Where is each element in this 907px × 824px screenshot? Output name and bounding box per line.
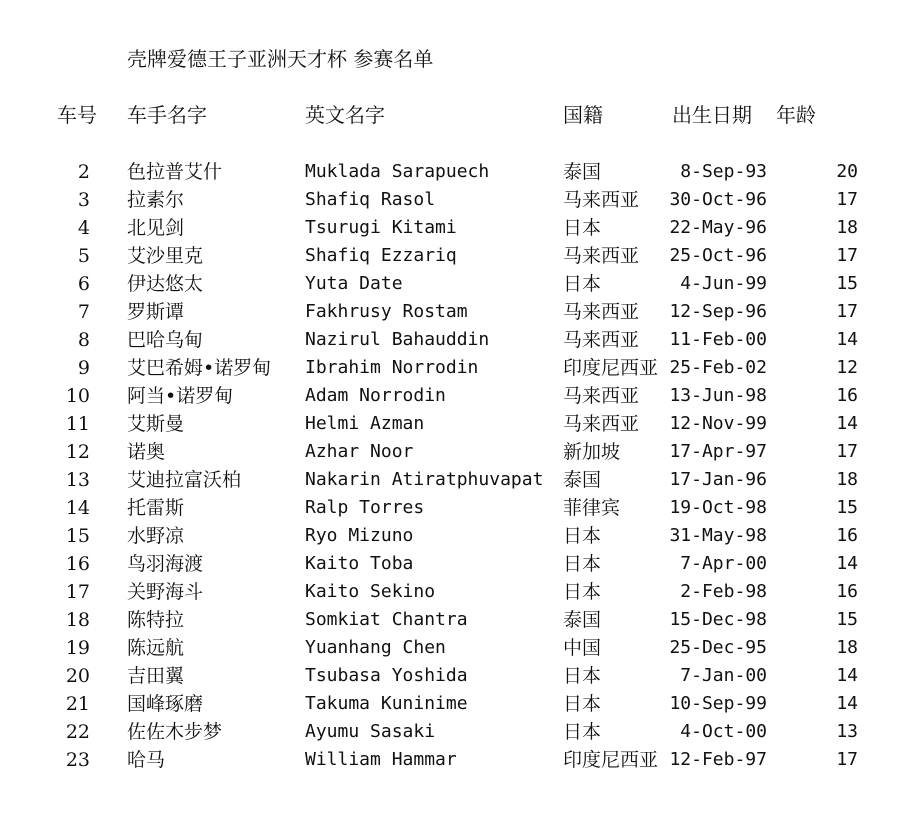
table-row — [0, 410, 907, 438]
age: 18 — [836, 217, 858, 238]
rider-name-en: Ibrahim Norrodin — [305, 357, 479, 378]
nationality: 马来西亚 — [563, 329, 640, 351]
nationality: 日本 — [563, 721, 602, 743]
car-number: 10 — [65, 385, 90, 407]
nationality: 日本 — [563, 581, 602, 603]
rider-name-cn: 哈马 — [127, 749, 166, 771]
rider-name-cn: 吉田翼 — [127, 665, 185, 687]
age: 20 — [836, 161, 858, 182]
table-row — [0, 718, 907, 746]
nationality: 日本 — [563, 665, 602, 687]
rider-name-en: Shafiq Ezzariq — [305, 245, 457, 266]
rider-name-en: Tsurugi Kitami — [305, 217, 457, 238]
car-number: 13 — [65, 469, 90, 491]
header-age: 年龄 — [776, 103, 816, 127]
date-of-birth: 25-Dec-95 — [669, 637, 767, 658]
rider-name-cn: 陈特拉 — [127, 609, 185, 631]
date-of-birth: 4-Oct-00 — [680, 721, 767, 742]
rider-name-en: Somkiat Chantra — [305, 609, 468, 630]
rider-name-en: Helmi Azman — [305, 413, 425, 434]
header-dob: 出生日期 — [672, 103, 752, 127]
car-number: 20 — [65, 665, 90, 687]
table-row — [0, 746, 907, 774]
car-number: 23 — [65, 749, 90, 771]
rider-name-en: Ryo Mizuno — [305, 525, 414, 546]
age: 17 — [836, 441, 858, 462]
header-name-en: 英文名字 — [305, 103, 385, 127]
header-number: 车号 — [57, 103, 97, 127]
date-of-birth: 15-Dec-98 — [669, 609, 767, 630]
car-number: 2 — [77, 161, 90, 183]
table-row — [0, 354, 907, 382]
table-row — [0, 326, 907, 354]
date-of-birth: 13-Jun-98 — [669, 385, 767, 406]
date-of-birth: 12-Nov-99 — [669, 413, 767, 434]
age: 14 — [836, 693, 858, 714]
rider-name-cn: 艾沙里克 — [127, 245, 204, 267]
rider-name-cn: 阿当•诺罗甸 — [127, 385, 234, 407]
date-of-birth: 4-Jun-99 — [680, 273, 767, 294]
table-row — [0, 242, 907, 270]
table-row — [0, 382, 907, 410]
rider-name-en: Azhar Noor — [305, 441, 414, 462]
table-row — [0, 214, 907, 242]
header-name-cn: 车手名字 — [127, 103, 207, 127]
rider-name-en: Fakhrusy Rostam — [305, 301, 468, 322]
date-of-birth: 25-Feb-02 — [669, 357, 767, 378]
rider-name-en: Adam Norrodin — [305, 385, 446, 406]
age: 16 — [836, 385, 858, 406]
table-row — [0, 438, 907, 466]
rider-name-cn: 拉素尔 — [127, 189, 185, 211]
date-of-birth: 7-Jan-00 — [680, 665, 767, 686]
table-row — [0, 494, 907, 522]
rider-name-en: Takuma Kuninime — [305, 693, 468, 714]
rider-name-cn: 艾迪拉富沃柏 — [127, 469, 242, 491]
age: 18 — [836, 637, 858, 658]
age: 14 — [836, 553, 858, 574]
rider-name-cn: 艾巴希姆•诺罗甸 — [127, 357, 272, 379]
car-number: 8 — [77, 329, 90, 351]
date-of-birth: 19-Oct-98 — [669, 497, 767, 518]
date-of-birth: 7-Apr-00 — [680, 553, 767, 574]
table-row — [0, 690, 907, 718]
rider-name-en: William Hammar — [305, 749, 457, 770]
age: 17 — [836, 189, 858, 210]
date-of-birth: 12-Feb-97 — [669, 749, 767, 770]
rider-name-cn: 罗斯谭 — [127, 301, 185, 323]
rider-name-en: Ralp Torres — [305, 497, 425, 518]
car-number: 17 — [65, 581, 90, 603]
nationality: 日本 — [563, 217, 602, 239]
nationality: 马来西亚 — [563, 301, 640, 323]
age: 17 — [836, 245, 858, 266]
date-of-birth: 31-May-98 — [669, 525, 767, 546]
rider-name-en: Yuanhang Chen — [305, 637, 446, 658]
nationality: 马来西亚 — [563, 189, 640, 211]
date-of-birth: 22-May-96 — [669, 217, 767, 238]
table-row — [0, 522, 907, 550]
rider-name-cn: 关野海斗 — [127, 581, 204, 603]
car-number: 11 — [65, 413, 90, 435]
age: 16 — [836, 525, 858, 546]
nationality: 日本 — [563, 525, 602, 547]
nationality: 马来西亚 — [563, 385, 640, 407]
age: 15 — [836, 497, 858, 518]
age: 17 — [836, 301, 858, 322]
age: 17 — [836, 749, 858, 770]
table-row — [0, 466, 907, 494]
nationality: 泰国 — [563, 609, 602, 631]
nationality: 日本 — [563, 693, 602, 715]
nationality: 印度尼西亚 — [563, 357, 659, 379]
rider-name-cn: 伊达悠太 — [127, 273, 204, 295]
date-of-birth: 30-Oct-96 — [669, 189, 767, 210]
rider-name-en: Shafiq Rasol — [305, 189, 436, 210]
age: 15 — [836, 609, 858, 630]
nationality: 日本 — [563, 273, 602, 295]
nationality: 泰国 — [563, 161, 602, 183]
rider-name-en: Kaito Sekino — [305, 581, 436, 602]
nationality: 中国 — [563, 637, 602, 659]
rider-name-cn: 佐佐木步梦 — [127, 721, 223, 743]
car-number: 12 — [65, 441, 90, 463]
car-number: 16 — [65, 553, 90, 575]
car-number: 4 — [77, 217, 90, 239]
age: 16 — [836, 581, 858, 602]
nationality: 马来西亚 — [563, 245, 640, 267]
car-number: 18 — [65, 609, 90, 631]
header-nationality: 国籍 — [563, 103, 603, 127]
age: 14 — [836, 329, 858, 350]
table-row — [0, 186, 907, 214]
car-number: 22 — [65, 721, 90, 743]
rider-name-en: Yuta Date — [305, 273, 403, 294]
table-row — [0, 662, 907, 690]
nationality: 马来西亚 — [563, 413, 640, 435]
rider-name-cn: 陈远航 — [127, 637, 185, 659]
rider-name-cn: 艾斯曼 — [127, 413, 185, 435]
rider-name-en: Nakarin Atiratphuvapat — [305, 469, 544, 490]
rider-name-cn: 色拉普艾什 — [127, 161, 223, 183]
entry-list — [0, 158, 907, 774]
table-row — [0, 634, 907, 662]
date-of-birth: 25-Oct-96 — [669, 245, 767, 266]
date-of-birth: 12-Sep-96 — [669, 301, 767, 322]
date-of-birth: 10-Sep-99 — [669, 693, 767, 714]
nationality: 印度尼西亚 — [563, 749, 659, 771]
car-number: 9 — [77, 357, 90, 379]
car-number: 5 — [77, 245, 90, 267]
date-of-birth: 17-Jan-96 — [669, 469, 767, 490]
age: 12 — [836, 357, 858, 378]
nationality: 日本 — [563, 553, 602, 575]
car-number: 3 — [77, 189, 90, 211]
rider-name-en: Tsubasa Yoshida — [305, 665, 468, 686]
nationality: 新加坡 — [563, 441, 621, 463]
rider-name-cn: 北见剑 — [127, 217, 185, 239]
rider-name-en: Kaito Toba — [305, 553, 414, 574]
age: 14 — [836, 413, 858, 434]
car-number: 14 — [65, 497, 90, 519]
car-number: 19 — [65, 637, 90, 659]
age: 15 — [836, 273, 858, 294]
nationality: 菲律宾 — [563, 497, 621, 519]
table-row — [0, 550, 907, 578]
table-row — [0, 606, 907, 634]
car-number: 21 — [65, 693, 90, 715]
rider-name-en: Ayumu Sasaki — [305, 721, 436, 742]
table-row — [0, 298, 907, 326]
car-number: 7 — [77, 301, 90, 323]
rider-name-cn: 巴哈乌甸 — [127, 329, 204, 351]
date-of-birth: 11-Feb-00 — [669, 329, 767, 350]
car-number: 15 — [65, 525, 90, 547]
date-of-birth: 8-Sep-93 — [680, 161, 767, 182]
rider-name-cn: 诺奥 — [127, 441, 166, 463]
page-title: 壳牌爱德王子亚洲天才杯 参赛名单 — [127, 47, 434, 71]
rider-name-cn: 托雷斯 — [127, 497, 185, 519]
age: 13 — [836, 721, 858, 742]
table-row — [0, 270, 907, 298]
date-of-birth: 2-Feb-98 — [680, 581, 767, 602]
rider-name-en: Nazirul Bahauddin — [305, 329, 490, 350]
rider-name-cn: 鸟羽海渡 — [127, 553, 204, 575]
rider-name-cn: 水野凉 — [127, 525, 185, 547]
date-of-birth: 17-Apr-97 — [669, 441, 767, 462]
age: 14 — [836, 665, 858, 686]
table-row — [0, 578, 907, 606]
nationality: 泰国 — [563, 469, 602, 491]
table-row — [0, 158, 907, 186]
rider-name-en: Muklada Sarapuech — [305, 161, 490, 182]
rider-name-cn: 国峰琢磨 — [127, 693, 204, 715]
age: 18 — [836, 469, 858, 490]
car-number: 6 — [77, 273, 90, 295]
